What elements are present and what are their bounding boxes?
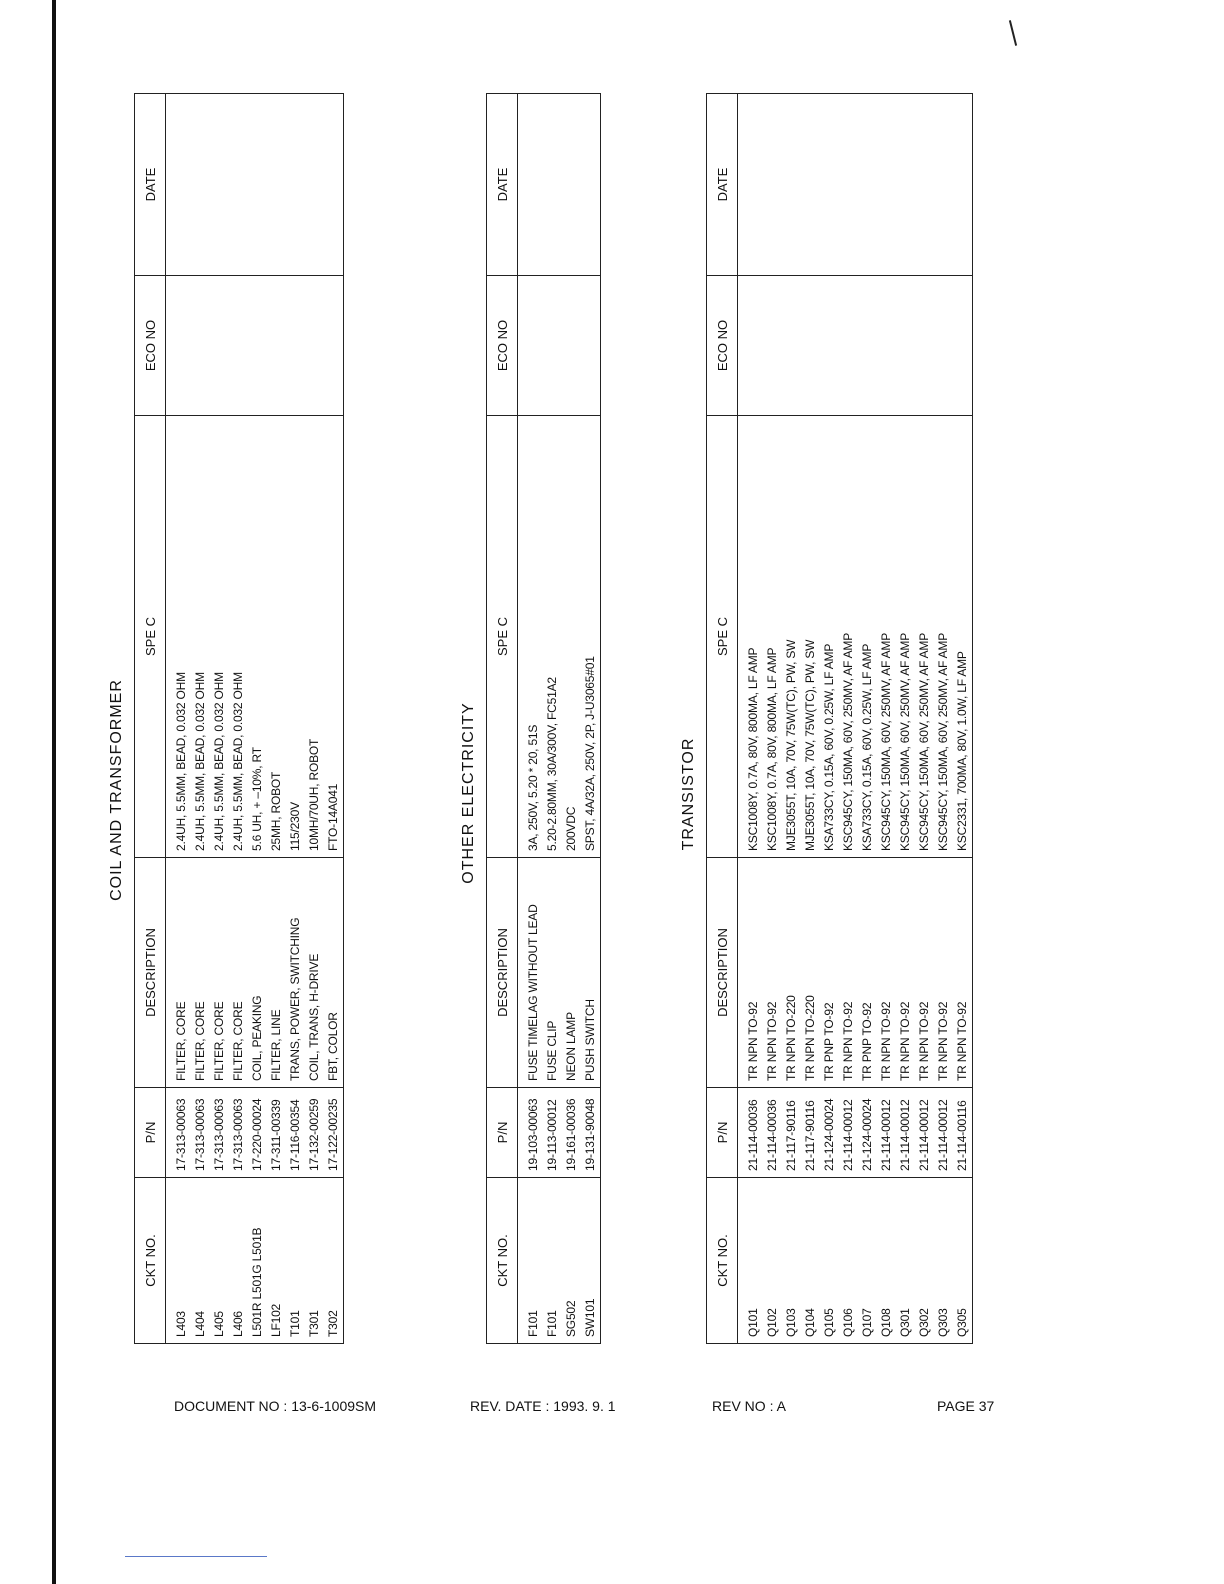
- revision-number: REV NO : A: [712, 1398, 786, 1414]
- cell-eco: [820, 276, 839, 416]
- table-row: [763, 94, 782, 1344]
- cell-ckt: L501R L501G L501B: [248, 1178, 267, 1344]
- cell-desc: TR NPN TO-92: [738, 858, 764, 1088]
- cell-desc: FBT, COLOR: [324, 858, 344, 1088]
- cell-ckt: L406: [229, 1178, 248, 1344]
- cell-eco: [877, 276, 896, 416]
- cell-desc: TR NPN TO-220: [801, 858, 820, 1088]
- transistor-table-body: [738, 94, 973, 1344]
- cell-pn: 17-313-00063: [210, 1088, 229, 1178]
- cell-pn: 19-161-00036: [562, 1088, 581, 1178]
- cell-date: [267, 94, 286, 276]
- cell-eco: [738, 276, 764, 416]
- table-row: [267, 94, 286, 1344]
- cell-spec: 2.4UH, 5.5MM, BEAD, 0.032 OHM: [166, 416, 192, 858]
- cell-spec: KSA733CY, 0.15A, 60V, 0.25W, LF AMP: [858, 416, 877, 858]
- cell-ckt: Q301: [896, 1178, 915, 1344]
- cell-desc: FILTER, CORE: [210, 858, 229, 1088]
- cell-pn: 21-117-90116: [782, 1088, 801, 1178]
- cell-pn: 19-131-90048: [581, 1088, 601, 1178]
- table-row: [738, 94, 764, 1344]
- cell-ckt: Q104: [801, 1178, 820, 1344]
- cell-eco: [210, 276, 229, 416]
- cell-date: [801, 94, 820, 276]
- cell-ckt: Q101: [738, 1178, 764, 1344]
- cell-spec: MJE3055T, 10A, 70V, 75W(TC), PW, SW: [782, 416, 801, 858]
- cell-eco: [324, 276, 344, 416]
- cell-date: [820, 94, 839, 276]
- cell-pn: 17-132-00259: [305, 1088, 324, 1178]
- document-number: DOCUMENT NO : 13-6-1009SM: [174, 1398, 377, 1414]
- table-row: [248, 94, 267, 1344]
- col-ckt-header: CKT NO.: [707, 1178, 738, 1344]
- col-spec-header: SPE C: [135, 416, 166, 858]
- cell-eco: [166, 276, 192, 416]
- cell-spec: 115/230V: [286, 416, 305, 858]
- cell-date: [562, 94, 581, 276]
- cell-pn: 21-114-00036: [763, 1088, 782, 1178]
- cell-ckt: T302: [324, 1178, 344, 1344]
- cell-pn: 21-114-00036: [738, 1088, 764, 1178]
- table-row: [801, 94, 820, 1344]
- cell-pn: 17-311-00339: [267, 1088, 286, 1178]
- table-header-row: [707, 94, 738, 1344]
- cell-spec: KSC1008Y, 0.7A, 80V, 800MA, LF AMP: [763, 416, 782, 858]
- table-row: [518, 94, 544, 1344]
- cell-date: [543, 94, 562, 276]
- cell-spec: KSC945CY, 150MA, 60V, 250MV, AF AMP: [877, 416, 896, 858]
- col-pn-header: P/N: [707, 1088, 738, 1178]
- table-row: [324, 94, 344, 1344]
- table-header-row: [135, 94, 166, 1344]
- table-row: [581, 94, 601, 1344]
- table-row: [286, 94, 305, 1344]
- cell-spec: KSC945CY, 150MA, 60V, 250MV, AF AMP: [896, 416, 915, 858]
- cell-ckt: L405: [210, 1178, 229, 1344]
- cell-date: [839, 94, 858, 276]
- cell-ckt: Q106: [839, 1178, 858, 1344]
- cell-desc: NEON LAMP: [562, 858, 581, 1088]
- cell-date: [953, 94, 973, 276]
- cell-ckt: F101: [518, 1178, 544, 1344]
- cell-ckt: T101: [286, 1178, 305, 1344]
- cell-eco: [562, 276, 581, 416]
- cell-eco: [858, 276, 877, 416]
- cell-spec: 2.4UH, 5.5MM, BEAD, 0.032 OHM: [210, 416, 229, 858]
- cell-date: [896, 94, 915, 276]
- cell-pn: 19-103-00063: [518, 1088, 544, 1178]
- cell-spec: SPST, 4A/32A, 250V, 2P, J-U3065#01: [581, 416, 601, 858]
- cell-desc: TRANS, POWER, SWITCHING: [286, 858, 305, 1088]
- cell-spec: 10MH/70UH, ROBOT: [305, 416, 324, 858]
- table-row: [543, 94, 562, 1344]
- cell-desc: FILTER, LINE: [267, 858, 286, 1088]
- cell-ckt: Q305: [953, 1178, 973, 1344]
- table-row: [858, 94, 877, 1344]
- cell-date: [877, 94, 896, 276]
- cell-spec: 5.20-2.80MM, 30A/300V, FC51A2: [543, 416, 562, 858]
- col-date-header: DATE: [707, 94, 738, 276]
- cell-date: [518, 94, 544, 276]
- cell-eco: [953, 276, 973, 416]
- cell-ckt: T301: [305, 1178, 324, 1344]
- col-eco-header: ECO NO: [135, 276, 166, 416]
- cell-ckt: L403: [166, 1178, 192, 1344]
- cell-spec: 2.4UH, 5.5MM, BEAD, 0.032 OHM: [191, 416, 210, 858]
- col-desc-header: DESCRIPTION: [487, 858, 518, 1088]
- col-desc-header: DESCRIPTION: [135, 858, 166, 1088]
- cell-date: [305, 94, 324, 276]
- cell-date: [166, 94, 192, 276]
- cell-desc: COIL, PEAKING: [248, 858, 267, 1088]
- cell-pn: 21-114-00012: [934, 1088, 953, 1178]
- cell-spec: KSC2331, 700MA, 80V, 1.0W, LF AMP: [953, 416, 973, 858]
- cell-desc: COIL, TRANS, H-DRIVE: [305, 858, 324, 1088]
- table-row: [896, 94, 915, 1344]
- table-row: [166, 94, 192, 1344]
- cell-ckt: LF102: [267, 1178, 286, 1344]
- cell-desc: TR NPN TO-92: [763, 858, 782, 1088]
- cell-spec: KSC945CY, 150MA, 60V, 250MV, AF AMP: [934, 416, 953, 858]
- page-number: PAGE 37: [937, 1398, 995, 1414]
- cell-eco: [839, 276, 858, 416]
- cell-spec: KSC945CY, 150MA, 60V, 250MV, AF AMP: [839, 416, 858, 858]
- cell-date: [324, 94, 344, 276]
- col-spec-header: SPE C: [707, 416, 738, 858]
- cell-eco: [248, 276, 267, 416]
- cell-pn: 17-116-00354: [286, 1088, 305, 1178]
- cell-pn: 21-114-00012: [915, 1088, 934, 1178]
- other-table-body: [518, 94, 601, 1344]
- table-row: [934, 94, 953, 1344]
- cell-pn: 21-117-90116: [801, 1088, 820, 1178]
- cell-date: [210, 94, 229, 276]
- cell-pn: 21-114-00012: [877, 1088, 896, 1178]
- cell-eco: [581, 276, 601, 416]
- table-row: [782, 94, 801, 1344]
- col-eco-header: ECO NO: [707, 276, 738, 416]
- transistor-section-title: TRANSISTOR: [680, 737, 697, 851]
- cell-ckt: Q302: [915, 1178, 934, 1344]
- cell-eco: [782, 276, 801, 416]
- cell-pn: 17-313-00063: [191, 1088, 210, 1178]
- cell-desc: PUSH SWITCH: [581, 858, 601, 1088]
- cell-spec: 200VDC: [562, 416, 581, 858]
- cell-eco: [543, 276, 562, 416]
- cell-spec: 5.6 UH, + –10%, RT: [248, 416, 267, 858]
- table-row: [305, 94, 324, 1344]
- cell-ckt: L404: [191, 1178, 210, 1344]
- cell-ckt: Q103: [782, 1178, 801, 1344]
- cell-pn: 21-114-00012: [839, 1088, 858, 1178]
- table-header-row: [487, 94, 518, 1344]
- other-table: [486, 93, 601, 1344]
- cell-eco: [934, 276, 953, 416]
- cell-pn: 17-313-00063: [229, 1088, 248, 1178]
- cell-date: [248, 94, 267, 276]
- coil-table: [134, 93, 344, 1344]
- cell-eco: [763, 276, 782, 416]
- table-row: [915, 94, 934, 1344]
- cell-pn: 21-114-00012: [896, 1088, 915, 1178]
- cell-desc: TR NPN TO-92: [877, 858, 896, 1088]
- cell-desc: TR PNP TO-92: [858, 858, 877, 1088]
- cell-desc: TR NPN TO-220: [782, 858, 801, 1088]
- col-pn-header: P/N: [135, 1088, 166, 1178]
- cell-pn: 17-220-00024: [248, 1088, 267, 1178]
- cell-date: [763, 94, 782, 276]
- cell-date: [782, 94, 801, 276]
- cell-spec: KSA733CY, 0.15A, 60V, 0.25W, LF AMP: [820, 416, 839, 858]
- col-eco-header: ECO NO: [487, 276, 518, 416]
- cell-pn: 17-313-00063: [166, 1088, 192, 1178]
- table-row: [562, 94, 581, 1344]
- col-ckt-header: CKT NO.: [487, 1178, 518, 1344]
- cell-spec: 2.4UH, 5.5MM, BEAD, 0.032 OHM: [229, 416, 248, 858]
- cell-eco: [286, 276, 305, 416]
- cell-date: [858, 94, 877, 276]
- col-pn-header: P/N: [487, 1088, 518, 1178]
- cell-spec: KSC945CY, 150MA, 60V, 250MV, AF AMP: [915, 416, 934, 858]
- col-spec-header: SPE C: [487, 416, 518, 858]
- cell-ckt: SG502: [562, 1178, 581, 1344]
- cell-pn: 21-114-00116: [953, 1088, 973, 1178]
- cell-eco: [896, 276, 915, 416]
- cell-desc: FUSE TIMELAG WITHOUT LEAD: [518, 858, 544, 1088]
- cell-date: [581, 94, 601, 276]
- table-row: [953, 94, 973, 1344]
- cell-spec: 25MH, ROBOT: [267, 416, 286, 858]
- cell-spec: MJE3055T, 10A, 70V, 75W(TC), PW, SW: [801, 416, 820, 858]
- cell-desc: TR PNP TO-92: [820, 858, 839, 1088]
- cell-ckt: SW101: [581, 1178, 601, 1344]
- cell-eco: [305, 276, 324, 416]
- cell-date: [229, 94, 248, 276]
- cell-desc: TR NPN TO-92: [953, 858, 973, 1088]
- cell-ckt: F101: [543, 1178, 562, 1344]
- revision-date: REV. DATE : 1993. 9. 1: [470, 1398, 616, 1414]
- cell-desc: TR NPN TO-92: [896, 858, 915, 1088]
- cell-desc: FILTER, CORE: [229, 858, 248, 1088]
- cell-pn: 19-113-00012: [543, 1088, 562, 1178]
- cell-date: [191, 94, 210, 276]
- cell-eco: [191, 276, 210, 416]
- cell-pn: 21-124-00024: [820, 1088, 839, 1178]
- cell-desc: TR NPN TO-92: [839, 858, 858, 1088]
- other-section-title: OTHER ELECTRICITY: [460, 702, 477, 884]
- cell-eco: [801, 276, 820, 416]
- transistor-table: [706, 93, 973, 1344]
- cell-desc: FUSE CLIP: [543, 858, 562, 1088]
- table-row: [229, 94, 248, 1344]
- cell-ckt: Q303: [934, 1178, 953, 1344]
- cell-date: [934, 94, 953, 276]
- cell-ckt: Q108: [877, 1178, 896, 1344]
- cell-desc: TR NPN TO-92: [934, 858, 953, 1088]
- cell-eco: [267, 276, 286, 416]
- col-date-header: DATE: [487, 94, 518, 276]
- cell-eco: [518, 276, 544, 416]
- table-row: [820, 94, 839, 1344]
- cell-ckt: Q107: [858, 1178, 877, 1344]
- cell-pn: 21-124-00024: [858, 1088, 877, 1178]
- table-row: [839, 94, 858, 1344]
- col-ckt-header: CKT NO.: [135, 1178, 166, 1344]
- cell-spec: KSC1008Y, 0.7A, 80V, 800MA, LF AMP: [738, 416, 764, 858]
- table-row: [877, 94, 896, 1344]
- col-date-header: DATE: [135, 94, 166, 276]
- cell-eco: [915, 276, 934, 416]
- cell-date: [915, 94, 934, 276]
- cell-spec: FTO-14A041: [324, 416, 344, 858]
- coil-section-title: COIL AND TRANSFORMER: [108, 679, 125, 901]
- cell-desc: TR NPN TO-92: [915, 858, 934, 1088]
- cell-date: [738, 94, 764, 276]
- cell-spec: 3A, 250V, 5.20 * 20, 51S: [518, 416, 544, 858]
- table-row: [210, 94, 229, 1344]
- coil-table-body: [166, 94, 344, 1344]
- cell-desc: FILTER, CORE: [166, 858, 192, 1088]
- col-desc-header: DESCRIPTION: [707, 858, 738, 1088]
- cell-ckt: Q102: [763, 1178, 782, 1344]
- table-row: [191, 94, 210, 1344]
- cell-eco: [229, 276, 248, 416]
- cell-desc: FILTER, CORE: [191, 858, 210, 1088]
- cell-pn: 17-122-00235: [324, 1088, 344, 1178]
- cell-date: [286, 94, 305, 276]
- cell-ckt: Q105: [820, 1178, 839, 1344]
